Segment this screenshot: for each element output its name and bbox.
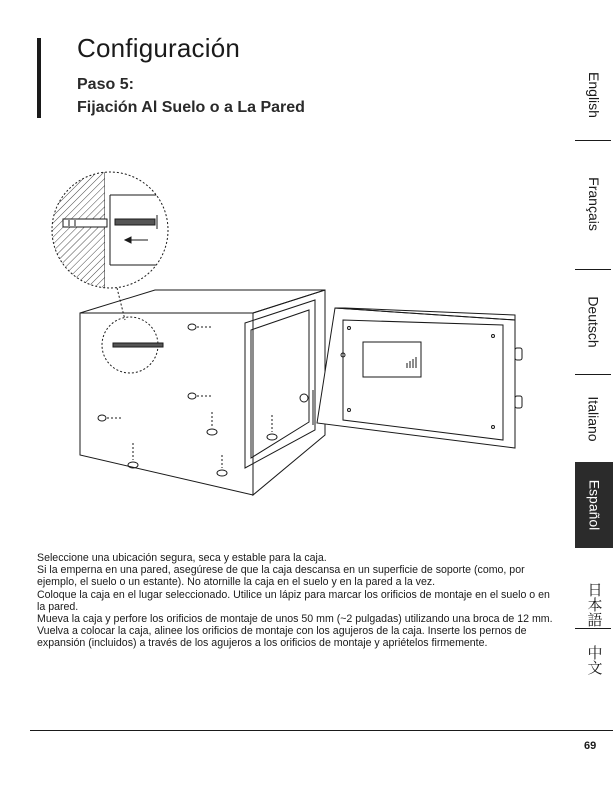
lang-label: 日本語 — [585, 581, 603, 627]
safe-door — [317, 308, 515, 448]
detail-magnifier — [45, 160, 165, 300]
left-accent-bar — [37, 38, 41, 118]
lang-divider — [575, 140, 611, 141]
footer-divider — [30, 730, 613, 731]
lang-label: English — [586, 72, 603, 118]
lang-tab-chinese[interactable] — [575, 634, 613, 686]
lang-tab-english[interactable] — [575, 52, 613, 138]
safe-right-edge — [253, 290, 325, 495]
instruction-paragraph: Vuelva a colocar la caja, alinee los orificios de montaje con los agujeros de la caja. Inserte los pernos de expansión (incluidos) a través de los agujeros a los orificios de montaje y apriételos firmemente. — [37, 625, 527, 650]
lang-tab-francais[interactable] — [575, 148, 613, 260]
page-title: Configuración — [77, 33, 241, 63]
lang-label: Español — [586, 479, 602, 531]
lang-label: Italiano — [586, 396, 602, 442]
instruction-paragraph: Seleccione una ubicación segura, seca y estable para la caja. — [37, 552, 327, 564]
safe-mounting-illustration — [45, 160, 530, 520]
page-number: 69 — [584, 740, 597, 752]
lang-divider — [575, 269, 611, 270]
safe-left-face — [80, 313, 253, 495]
lang-tab-espanol[interactable] — [575, 462, 613, 548]
instructions-text — [37, 552, 557, 650]
lang-label: Deutsch — [586, 296, 603, 348]
lang-tab-italiano[interactable] — [575, 380, 613, 458]
lang-label: Français — [586, 177, 602, 231]
lang-tab-deutsch[interactable] — [575, 276, 613, 368]
lang-label: 中文 — [585, 645, 603, 675]
lang-divider — [575, 628, 611, 629]
lang-tab-japanese[interactable] — [575, 580, 613, 628]
step-subtitle: Fijación Al Suelo o a La Pared — [77, 99, 305, 116]
step-label: Paso 5: — [77, 76, 134, 93]
lang-divider — [575, 374, 611, 375]
instruction-paragraph: Si la emperna en una pared, asegúrese de que la caja descansa en un superficie de soporte (como, por ejemplo, el suelo o un estante). No atornille la caja en el suelo y en la pared a la vez. — [37, 564, 525, 589]
instruction-paragraph: Mueva la caja y perfore los orificios de montaje de unos 50 mm (~2 pulgadas) utilizando una broca de 12 mm. — [37, 613, 553, 626]
instruction-paragraph: Coloque la caja en el lugar seleccionado. Utilice un lápiz para marcar los orificios de montaje en el suelo o en la pared. — [37, 588, 550, 613]
